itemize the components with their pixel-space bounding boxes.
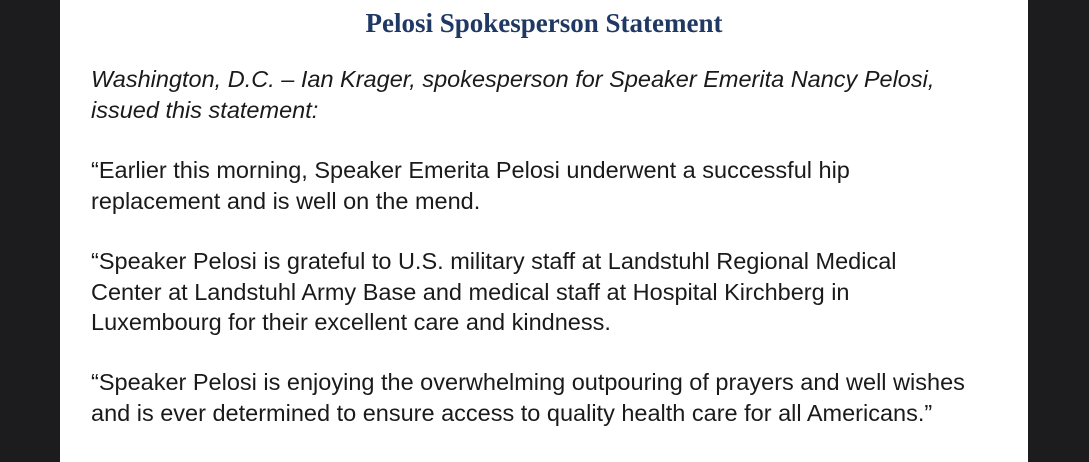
text-line: “Speaker Pelosi is grateful to U.S. military staff at Landstuhl Regional Medical: [91, 248, 897, 274]
text-line: Luxembourg for their excellent care and kindness.: [91, 309, 611, 335]
document-page: [60, 0, 1028, 462]
text-line: replacement and is well on the mend.: [91, 187, 481, 214]
text-line: “Earlier this morning, Speaker Emerita Pelosi underwent a successful hip: [91, 157, 850, 183]
document-title: Pelosi Spokesperson Statement: [365, 8, 723, 38]
statement-paragraph: [91, 367, 965, 428]
text-line: “Speaker Pelosi is enjoying the overwhelming outpouring of prayers and well wishes: [91, 369, 965, 395]
dateline-paragraph: [91, 64, 934, 125]
statement-paragraph: [91, 155, 850, 216]
text-line: Washington, D.C. – Ian Krager, spokesperson for Speaker Emerita Nancy Pelosi,: [91, 66, 935, 92]
statement-paragraph: [91, 246, 896, 338]
text-line: Center at Landstuhl Army Base and medical staff at Hospital Kirchberg in: [91, 278, 850, 305]
text-line: and is ever determined to ensure access to quality health care for all Americans.”: [91, 399, 933, 426]
text-line: issued this statement:: [91, 96, 319, 123]
